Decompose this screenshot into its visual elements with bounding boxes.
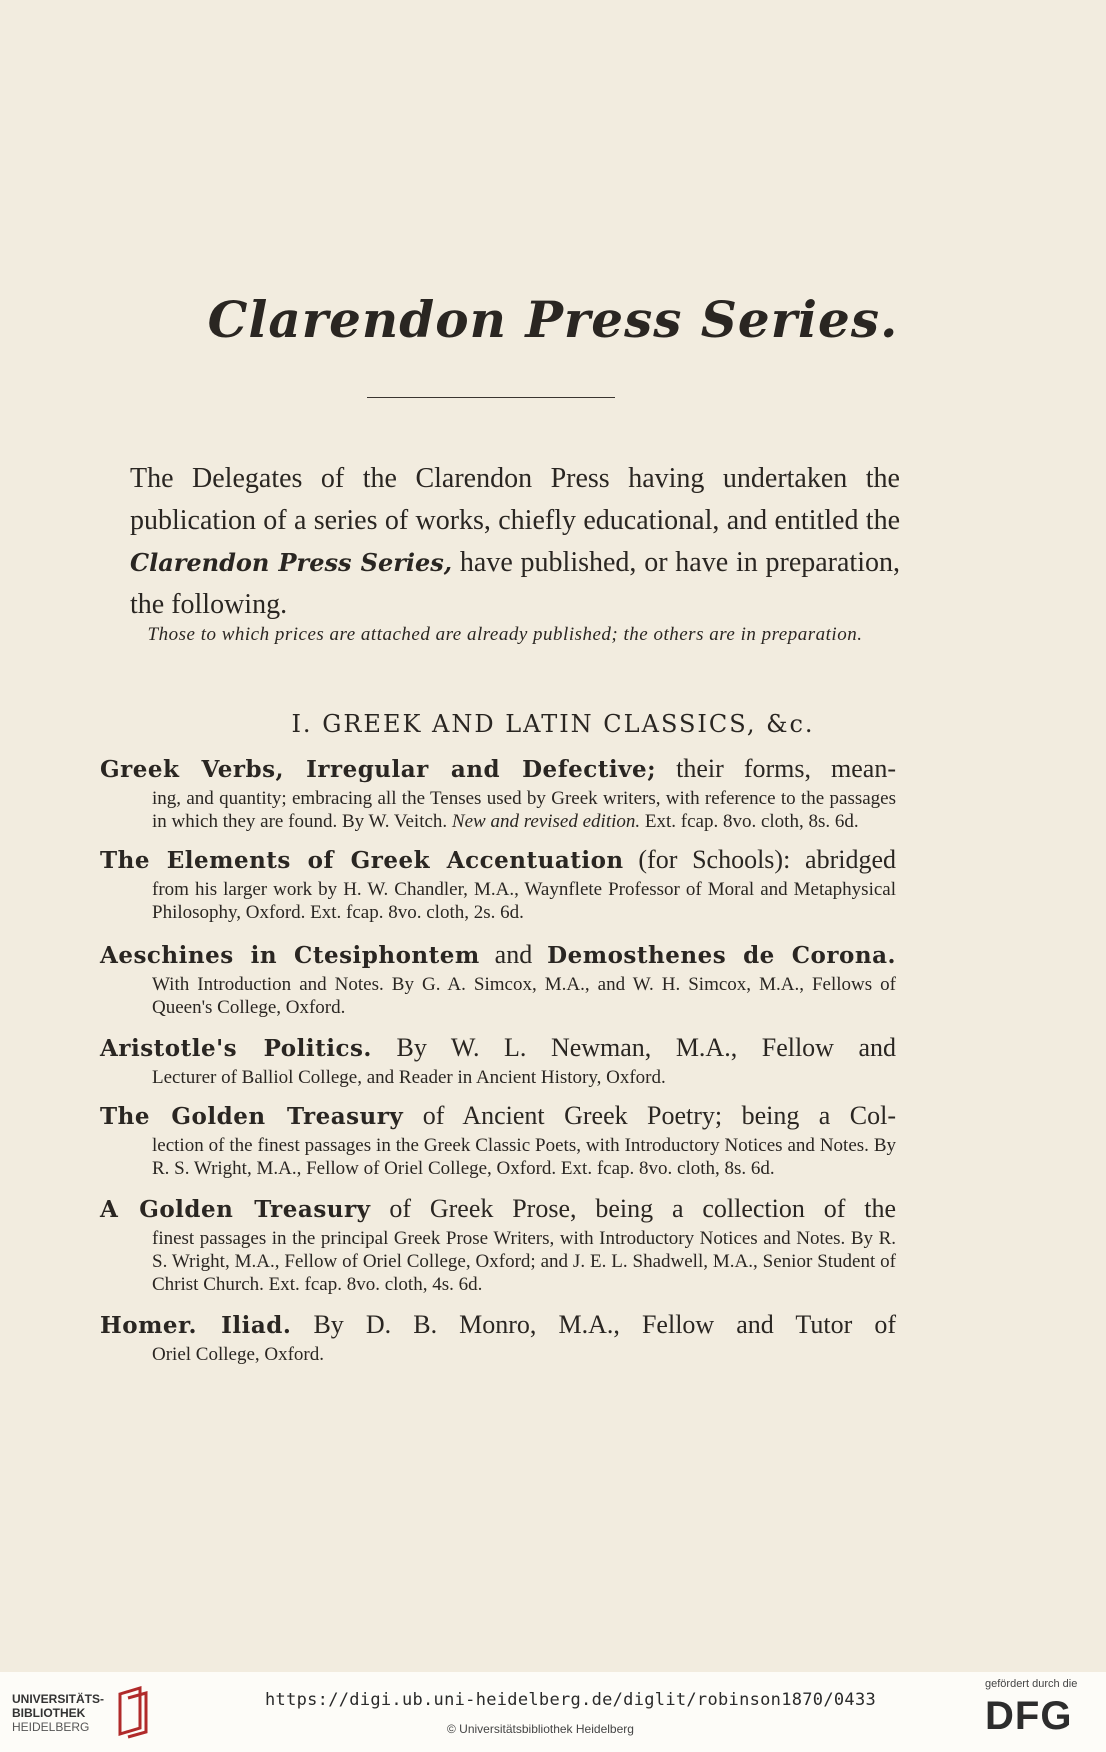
list-item (100, 1192, 896, 1296)
entry-head (100, 1099, 896, 1134)
list-item (100, 1099, 896, 1180)
entry-head-text: their forms, mean- (656, 754, 896, 783)
intro-text-2: have published, or have in preparation, the following. (130, 547, 900, 620)
entry-head (100, 1192, 896, 1227)
entry-title: Aristotle's Politics. (100, 1035, 372, 1062)
page-title: Clarendon Press Series. (207, 290, 899, 349)
entry-head (100, 938, 896, 973)
entry-head-text: By D. B. Monro, M.A., Fellow and Tutor of (291, 1310, 896, 1339)
entry-body: With Introduction and Notes. By G. A. Simcox, M.A., and W. H. Simcox, M.A., Fellows of Queen's College, Oxford. (152, 974, 896, 1018)
library-name-line-3: HEIDELBERG (12, 1720, 90, 1734)
entry-body (100, 787, 896, 833)
entry-head (100, 752, 896, 787)
library-logo-icon[interactable] (112, 1684, 152, 1740)
entry-title: Homer. Iliad. (100, 1312, 292, 1339)
entry-title: Aeschines in Ctesiphontem (100, 942, 480, 969)
entry-edition: New and revised edition. (451, 811, 641, 832)
entry-body: lection of the finest passages in the Greek Classic Poets, with Introductory Notices and Notes. By R. S. Wright, M.A., Fellow of Oriel College, Oxford. Ext. fcap. 8vo. cloth, 8s. 6d. (152, 1135, 896, 1179)
entry-head-text: of Greek Prose, being a collection of the (370, 1194, 896, 1223)
intro-text-1: The Delegates of the Clarendon Press having undertaken the publication of a series of works, chiefly educational, and entitled the (130, 463, 900, 536)
intro-series-name: Clarendon Press Series, (130, 548, 453, 577)
library-name[interactable] (12, 1692, 104, 1734)
dfg-logo[interactable]: DFG (985, 1694, 1073, 1738)
list-item (100, 752, 896, 833)
copyright-notice: © Universitätsbibliothek Heidelberg (447, 1722, 634, 1736)
entry-head-text: (for Schools): abridged (623, 845, 896, 874)
entry-title: The Golden Treasury (100, 1103, 404, 1130)
entry-body: from his larger work by H. W. Chandler, M.A., Waynflete Professor of Moral and Metaphysical Philosophy, Oxford. Ext. fcap. 8vo. cloth, 2s. 6d. (152, 879, 896, 923)
entry-head (100, 843, 896, 878)
entry-body: Oriel College, Oxford. (152, 1344, 325, 1365)
library-name-line-2: BIBLIOTHEK (12, 1706, 86, 1720)
funder-caption: gefördert durch die (985, 1678, 1078, 1690)
price-note: Those to which prices are attached are already published; the others are in preparation. (147, 624, 863, 645)
entry-title: Greek Verbs, Irregular and Defective; (100, 756, 657, 783)
entry-body: Lecturer of Balliol College, and Reader in Ancient History, Oxford. (152, 1067, 666, 1088)
library-name-line-1: UNIVERSITÄTS- (12, 1692, 105, 1706)
permalink-url[interactable]: https://digi.ub.uni-heidelberg.de/diglit/robinson1870/0433 (265, 1690, 877, 1710)
list-item (100, 1308, 896, 1366)
viewer-footer (0, 1672, 1106, 1752)
list-item (100, 938, 896, 1019)
entry-head-text: of Ancient Greek Poetry; being a Col- (403, 1101, 896, 1130)
intro-paragraph (130, 458, 900, 626)
entry-body-text: ing, and quantity; embracing all the Tenses used by Greek writers, with reference to the passages in which they are found. By W. Veitch. (152, 788, 896, 832)
entry-head (100, 1031, 896, 1066)
entry-title: The Elements of Greek Accentuation (100, 847, 624, 874)
list-item (100, 1031, 896, 1089)
list-item (100, 843, 896, 924)
entry-price: Ext. fcap. 8vo. cloth, 8s. 6d. (644, 811, 859, 832)
title-rule (367, 397, 615, 398)
entry-title-2: Demosthenes de Corona. (547, 942, 896, 969)
entry-body: finest passages in the principal Greek Prose Writers, with Introductory Notices and Notes. By R. S. Wright, M.A., Fellow of Oriel College, Oxford; and J. E. L. Shadwell, M.A., Senior Student of Christ Church. Ext. fcap. 8vo. cloth, 4s. 6d. (152, 1228, 896, 1295)
entry-title: A Golden Treasury (100, 1196, 371, 1223)
entry-head-text: and (479, 940, 548, 969)
section-heading: I. GREEK AND LATIN CLASSICS, &c. (291, 710, 815, 738)
entries-list (100, 752, 896, 1366)
entry-head-text: By W. L. Newman, M.A., Fellow and (371, 1033, 897, 1062)
entry-head (100, 1308, 896, 1343)
